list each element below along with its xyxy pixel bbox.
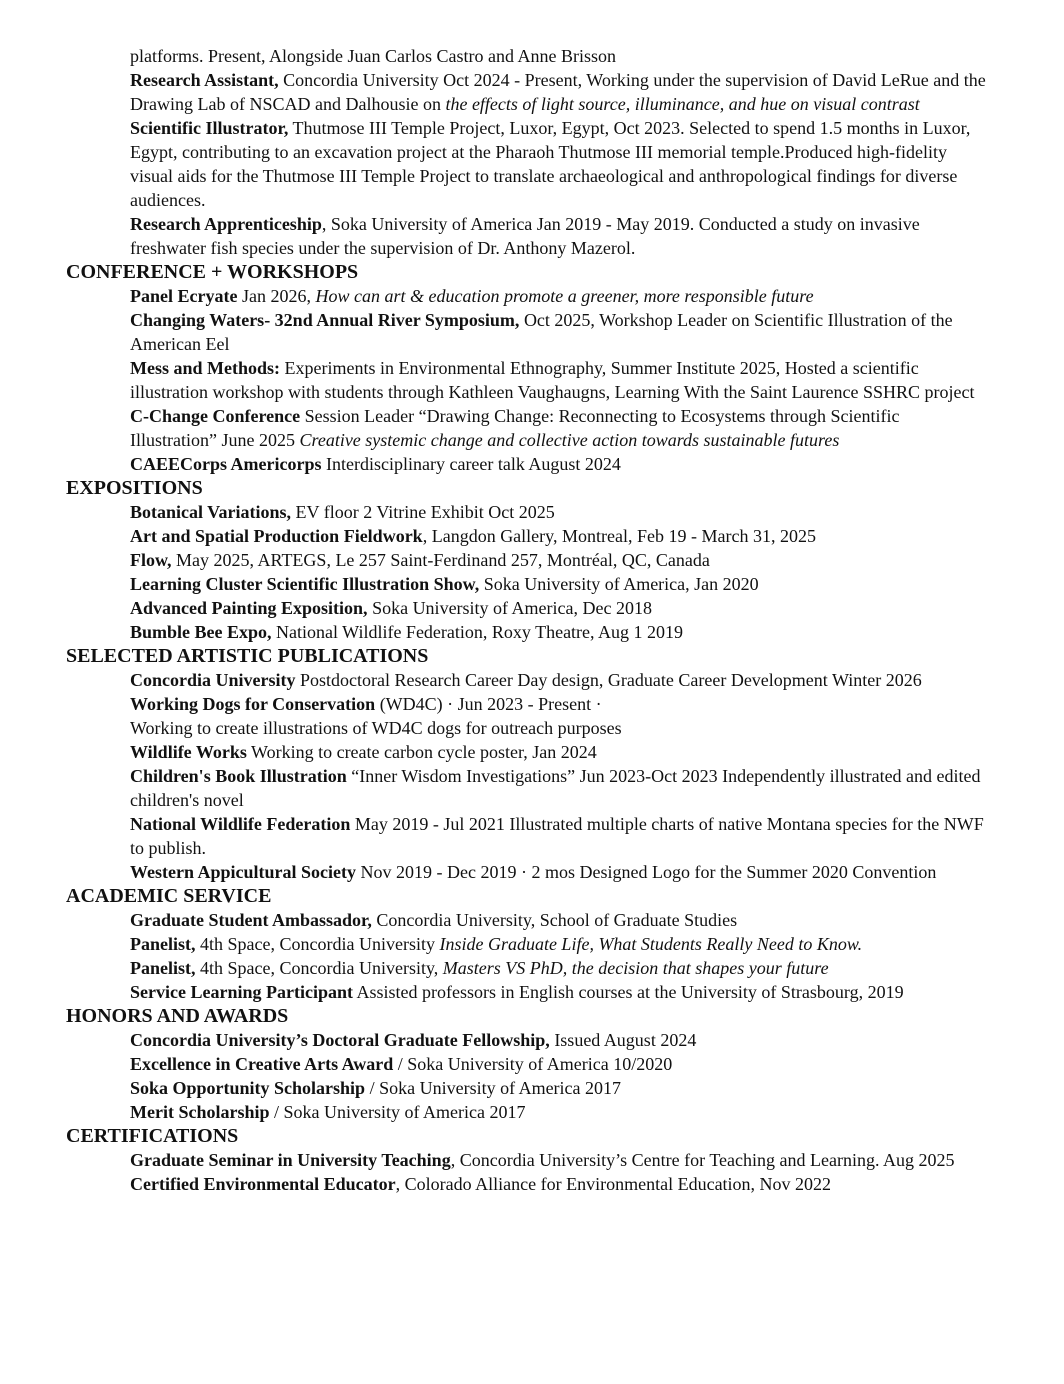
entry-text: , Concordia University’s Centre for Teaching and Learning. Aug 2025 bbox=[450, 1150, 955, 1170]
entry-text: Interdisciplinary career talk August 2024 bbox=[321, 454, 621, 474]
conference-entry bbox=[130, 284, 989, 308]
entry-text: , Soka University of America Jan 2019 - May 2019. Conducted a study on invasive freshwater fish species under the supervision of Dr. Anthony Mazerol. bbox=[130, 214, 920, 258]
entry-title: Bumble Bee Expo, bbox=[130, 622, 272, 642]
entry-title: Scientific Illustrator, bbox=[130, 118, 289, 138]
entry-text: Jan 2026, bbox=[237, 286, 316, 306]
entry-text: (WD4C) · Jun 2023 - Present · bbox=[375, 694, 602, 714]
cv-page bbox=[0, 44, 1064, 1196]
entry-text: Postdoctoral Research Career Day design, Graduate Career Development Winter 2026 bbox=[295, 670, 922, 690]
entry-text: Nov 2019 - Dec 2019 · 2 mos Designed Logo for the Summer 2020 Convention bbox=[356, 862, 937, 882]
entry-text: 4th Space, Concordia University, bbox=[195, 958, 443, 978]
entry-text: EV floor 2 Vitrine Exhibit Oct 2025 bbox=[291, 502, 555, 522]
entry-title: Concordia University’s Doctoral Graduate Fellowship, bbox=[130, 1030, 550, 1050]
service-entry bbox=[130, 932, 989, 956]
entry-title: Graduate Student Ambassador, bbox=[130, 910, 372, 930]
entry-text: National Wildlife Federation, Roxy Theatre, Aug 1 2019 bbox=[271, 622, 684, 642]
entry-title: Research Assistant, bbox=[130, 70, 279, 90]
publication-entry-continued bbox=[130, 716, 989, 740]
publication-entry bbox=[130, 668, 989, 692]
section-heading: EXPOSITIONS bbox=[66, 477, 203, 499]
entry-text: Session Leader “Drawing Change: Reconnecting to Ecosystems through Scientific Illustration” June 2025 bbox=[130, 406, 900, 450]
service-entry bbox=[130, 956, 989, 980]
entry-title: Wildlife Works bbox=[130, 742, 247, 762]
section-heading: CONFERENCE + WORKSHOPS bbox=[66, 261, 359, 283]
entry-title: Botanical Variations, bbox=[130, 502, 292, 522]
entry-title: Art and Spatial Production Fieldwork bbox=[130, 526, 423, 546]
service-entry bbox=[130, 980, 1024, 1004]
entry-text: Concordia University, School of Graduate Studies bbox=[371, 910, 738, 930]
entry-title: Working Dogs for Conservation bbox=[130, 694, 376, 714]
entry-title: Soka Opportunity Scholarship bbox=[130, 1078, 366, 1098]
entry-title: Concordia University bbox=[130, 670, 296, 690]
entry-title: Advanced Painting Exposition, bbox=[130, 598, 368, 618]
honor-entry bbox=[130, 1028, 989, 1052]
research-entry-continued bbox=[130, 44, 989, 68]
entry-title: CAEECorps Americorps bbox=[130, 454, 322, 474]
entry-text: platforms. Present, Alongside Juan Carlos Castro and Anne Brisson bbox=[130, 46, 616, 66]
entry-title: Children's Book Illustration bbox=[130, 766, 347, 786]
entry-text: Soka University of America, Dec 2018 bbox=[367, 598, 652, 618]
certification-entry bbox=[130, 1148, 989, 1172]
entry-italic: Masters VS PhD, the decision that shapes your future bbox=[442, 958, 829, 978]
entry-title: Excellence in Creative Arts Award bbox=[130, 1054, 394, 1074]
entry-text: / Soka University of America 2017 bbox=[365, 1078, 622, 1098]
entry-text: , Colorado Alliance for Environmental Education, Nov 2022 bbox=[395, 1174, 832, 1194]
entry-text: May 2025, ARTEGS, Le 257 Saint-Ferdinand 257, Montréal, QC, Canada bbox=[171, 550, 710, 570]
entry-text: Assisted professors in English courses at the University of Strasbourg, 2019 bbox=[352, 982, 904, 1002]
entry-title: Western Appicultural Society bbox=[130, 862, 356, 882]
research-entry bbox=[130, 212, 989, 260]
entry-text: May 2019 - Jul 2021 Illustrated multiple charts of native Montana species for the NWF to publish. bbox=[130, 814, 984, 858]
entry-text: 4th Space, Concordia University bbox=[195, 934, 440, 954]
entry-title: Changing Waters- 32nd Annual River Symposium, bbox=[130, 310, 520, 330]
entry-title: National Wildlife Federation bbox=[130, 814, 351, 834]
conference-entry bbox=[130, 452, 989, 476]
entry-title: Service Learning Participant bbox=[130, 982, 353, 1002]
conference-entry bbox=[130, 308, 989, 356]
publication-entry bbox=[130, 692, 989, 716]
publication-entry bbox=[130, 764, 989, 812]
publication-entry bbox=[130, 860, 989, 884]
conference-entry bbox=[130, 356, 989, 404]
exposition-entry bbox=[130, 500, 989, 524]
service-entry bbox=[130, 908, 989, 932]
entry-text: Concordia University Oct 2024 - Present, Working under the supervision of David LeRue and the Drawing Lab of NSCAD and Dalhousie on bbox=[130, 70, 986, 114]
honor-entry bbox=[130, 1052, 989, 1076]
publication-entry bbox=[130, 812, 989, 860]
conference-entry bbox=[130, 404, 989, 452]
entry-text: , Langdon Gallery, Montreal, Feb 19 - March 31, 2025 bbox=[422, 526, 816, 546]
research-entry bbox=[130, 68, 989, 116]
entry-italic: the effects of light source, illuminance, and hue on visual contrast bbox=[445, 94, 920, 114]
section-heading: CERTIFICATIONS bbox=[66, 1125, 239, 1147]
exposition-entry bbox=[130, 548, 989, 572]
entry-text: Working to create carbon cycle poster, Jan 2024 bbox=[246, 742, 597, 762]
entry-text: / Soka University of America 10/2020 bbox=[393, 1054, 673, 1074]
honor-entry bbox=[130, 1076, 989, 1100]
entry-text: “Inner Wisdom Investigations” Jun 2023-Oct 2023 Independently illustrated and edited children's novel bbox=[130, 766, 981, 810]
entry-title: Research Apprenticeship bbox=[130, 214, 322, 234]
entry-title: Mess and Methods: bbox=[130, 358, 281, 378]
entry-italic: How can art & education promote a greener, more responsible future bbox=[315, 286, 814, 306]
honor-entry bbox=[130, 1100, 989, 1124]
entry-title: Certified Environmental Educator bbox=[130, 1174, 396, 1194]
entry-italic: Inside Graduate Life, What Students Really Need to Know. bbox=[439, 934, 863, 954]
entry-text: / Soka University of America 2017 bbox=[269, 1102, 526, 1122]
exposition-entry bbox=[130, 596, 989, 620]
exposition-entry bbox=[130, 572, 989, 596]
entry-text: Working to create illustrations of WD4C dogs for outreach purposes bbox=[130, 718, 622, 738]
entry-title: Learning Cluster Scientific Illustration Show, bbox=[130, 574, 480, 594]
entry-title: Panelist, bbox=[130, 934, 196, 954]
entry-text: Oct 2025, Workshop Leader on Scientific Illustration of the American Eel bbox=[130, 310, 953, 354]
entry-title: Panel Ecryate bbox=[130, 286, 238, 306]
exposition-entry bbox=[130, 524, 989, 548]
certification-entry bbox=[130, 1172, 989, 1196]
entry-title: Merit Scholarship bbox=[130, 1102, 270, 1122]
exposition-entry bbox=[130, 620, 989, 644]
entry-title: Panelist, bbox=[130, 958, 196, 978]
section-heading: HONORS AND AWARDS bbox=[66, 1005, 289, 1027]
entry-text: Thutmose III Temple Project, Luxor, Egypt, Oct 2023. Selected to spend 1.5 months in Luxor, Egypt, contributing to an excavation project at the Pharaoh Thutmose III memorial temple.Produced high-fidelity visual aids for the Thutmose III Temple Project to translate archaeological and anthropological findings for diverse audiences. bbox=[130, 118, 971, 210]
entry-text: Experiments in Environmental Ethnography, Summer Institute 2025, Hosted a scientific illustration workshop with students through Kathleen Vaughaugns, Learning With the Saint Laurence SSHRC project bbox=[130, 358, 975, 402]
entry-title: C-Change Conference bbox=[130, 406, 301, 426]
entry-text: Issued August 2024 bbox=[549, 1030, 697, 1050]
entry-title: Graduate Seminar in University Teaching bbox=[130, 1150, 451, 1170]
entry-italic: Creative systemic change and collective action towards sustainable futures bbox=[299, 430, 840, 450]
research-entry bbox=[130, 116, 989, 212]
section-heading: SELECTED ARTISTIC PUBLICATIONS bbox=[66, 645, 429, 667]
entry-title: Flow, bbox=[130, 550, 172, 570]
section-heading: ACADEMIC SERVICE bbox=[66, 885, 272, 907]
entry-text: Soka University of America, Jan 2020 bbox=[479, 574, 759, 594]
publication-entry bbox=[130, 740, 989, 764]
